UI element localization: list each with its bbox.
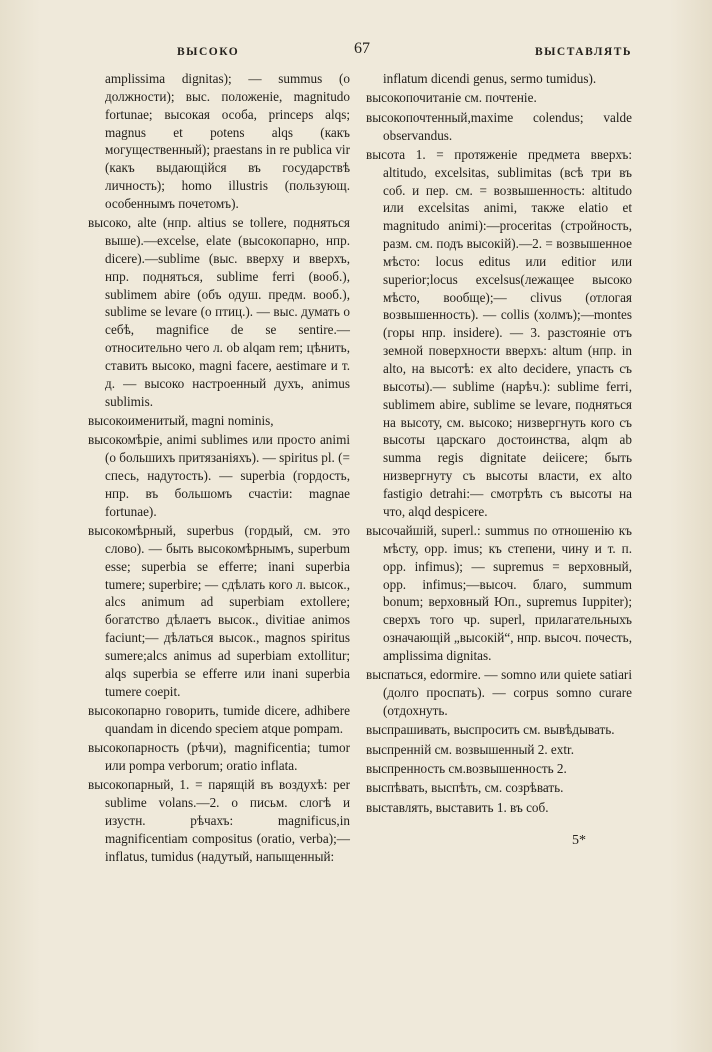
header-right-word: ВЫСТАВЛЯТЬ [534, 46, 632, 58]
entry-vysprennost: выспренность см.возвышенность 2. [366, 761, 567, 777]
running-head [92, 40, 632, 64]
entry-vysokopochtennyi: высокопочтенный,maxime colendus; valde observandus. [366, 109, 632, 143]
entry-vysokoparno: высокопарно говорить, tumide dicere, adhibere quandam in dicendo speciem atque pompam. [88, 703, 350, 736]
entry-vysokopochitanie: высокопочитаніе см. почтеніе. [366, 90, 537, 106]
entry-continuation: inflatum dicendi genus, sermo tumidus). [383, 71, 597, 86]
header-left-word: ВЫСОКО [177, 46, 240, 58]
left-column [88, 70, 350, 867]
entry-continuation: amplissima dignitas); — summus (о должности); выс. положеніе, magnitudo fortunae; высокая особа, princeps alqs; magnus et potens alqs (какъ могущественный); praestans in re publica vir (какъ выдающійся въ государствѣ личность); homo illustris (пользующ. особеннымъ почетомъ). [105, 71, 350, 211]
entry-vysota: высота 1. = протяженіе предмета вверхъ: altitudo, excelsitas, sublimitas (всѣ три въ соб. и пер. см. = возвышенность: altitudo или excelsitas animi, также elatio et magnitudo animi):—proceritas (стройность, разм. см. подъ высокій).—2. = возвышенное мѣсто: locus editus или editior или superior;locus excelsus(лежащее высоко мѣсто, вообще);— clivus (отлогая возвышенность). — collis (холмъ);—montes (горы нпр. insidere). — 3. разстояніе отъ земной поверхности вверхъ: altum (нпр. in alto, на высотѣ: ex alto decidere, упасть съ высоты).— sublime (нарѣч.): sublime ferri, sublimem abire, sublime se levare, подняться на высоту, см. высоко; низвергнуть кого съ высоты царскаго достоинства, alqm ab summa regis dignitate deiicere; быть низвергнуту съ высоты власти, ex alto fastigio detrahi:— смотрѣть съ высоты на что, alqd despicere. [366, 146, 632, 519]
entry-vyspevat: выспѣвать, выспѣть, см. созрѣвать. [366, 780, 564, 796]
entry-vysokoimenityi: высокоименитый, magni nominis, [88, 413, 274, 429]
entry-vysokoparnyi: высокопарный, 1. = парящій въ воздухѣ: per sublime volans.—2. о письм. слогѣ и изустн. рѣчахъ: magnificus,in magnificentiam compositus (oratio, verba);—inflatus, tumidus (надутый, напыщенный: [88, 777, 350, 864]
entry-vysoko: высоко, alte (нпр. altius se tollere, подняться выше).—excelse, elate (высокопарно, нпр. dicere).—sublime (выс. вверху и вверхъ, нпр. подняться, sublime ferri (вооб.), sublimem abire (объ одуш. предм. вооб.), sublime se levare (о птиц.). — выс. думать о себѣ, magnifice de se sentire.—относительно чего л. ob alqam rem; цѣнить, ставить высоко, magni facere, aestimare и т. д. — высоко настроенный духъ, animus sublimis. [88, 215, 350, 409]
entry-vysochaishii: высочайшій, superl.: summus по отношенію къ мѣсту, opp. imus; къ степени, чину и т. п. opp. infimus); — supremus = верховный, opp. infimus;—высоч. благо, summum bonum; верховный Юп., supremus Iuppiter); сверхъ того чр. superl, прилагательныхъ означающій „высокій“, нпр. высоч. почесть, amplissima dignitas. [366, 523, 632, 663]
entry-vysprashivat: выспрашивать, выспросить см. вывѣдывать. [366, 722, 615, 738]
right-column [366, 70, 632, 818]
page-number: 67 [354, 40, 370, 57]
entry-vysokomerie: высокомѣріе, animi sublimes или просто animi (о большихъ притязаніяхъ). — spiritus pl. (= спесь, надутость). — superbia (гордость, нпр. въ большомъ счастіи: magnae fortunae). [88, 432, 350, 519]
entry-vysokomernyi: высокомѣрный, superbus (гордый, см. это слово). — быть высокомѣрнымъ, superbum esse; superbia se efferre; inani superbia tumere; superbire; — сдѣлать кого л. высок., alcs animum ad superbiam extollere; богатство дѣлаетъ высок., divitiae animos faciunt;— дѣлаться высок., magnos spiritus sumere;alcs animus ad superbiam extollitur; alqs superbia se efferre или inani superbia tumere coepit. [88, 523, 350, 699]
signature-mark: 5* [572, 833, 586, 848]
entry-vyspatsya: выспаться, edormire. — somno или quiete satiari (долго проспать). — corpus somno curare (отдохнуть. [366, 667, 632, 719]
entry-vysokoparnost: высокопарность (рѣчи), magnificentia; tumor или pompa verborum; oratio inflata. [88, 740, 350, 774]
entry-vystavlyat: выставлять, выставить 1. въ соб. [366, 799, 549, 815]
entry-vysprennii: выспренній см. возвышенный 2. extr. [366, 741, 574, 757]
